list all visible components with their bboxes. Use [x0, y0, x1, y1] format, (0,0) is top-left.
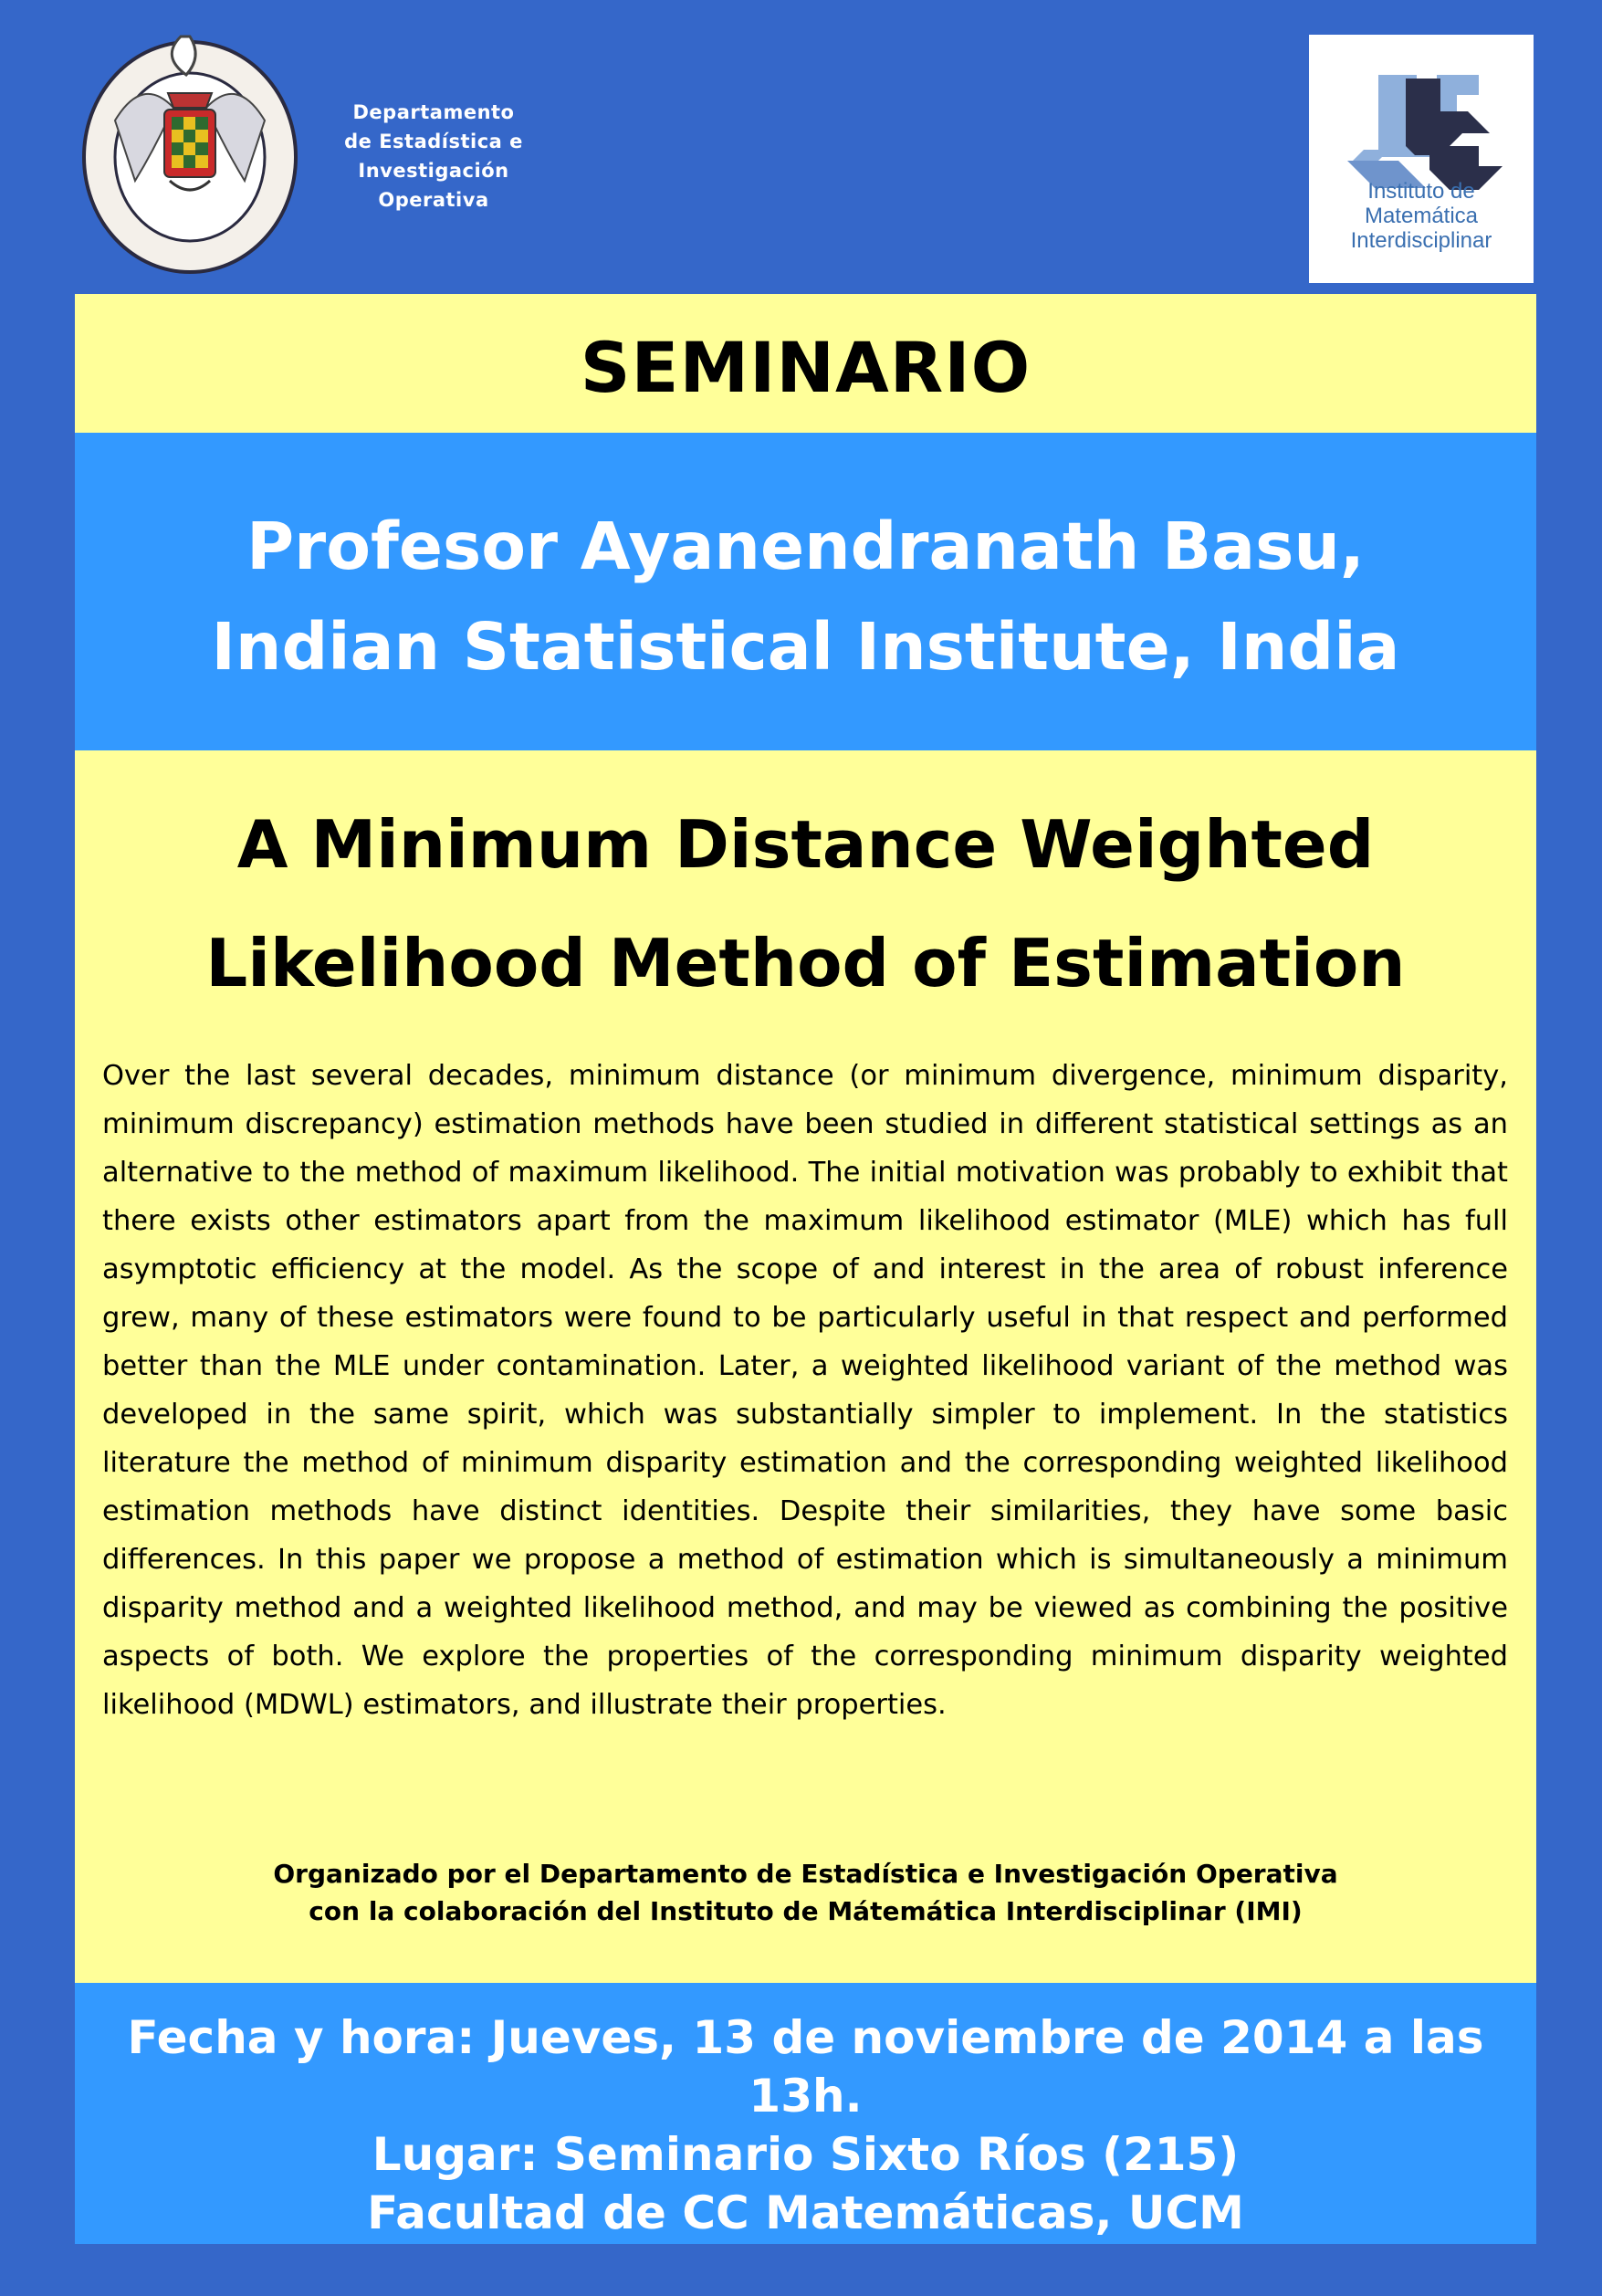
talk-abstract: Over the last several decades, minimum distance (or minimum divergence, minimum disparity, minimum discrepancy) estimation methods have been studied in different statistical settings as an alternative to the method of maximum likelihood. The initial motivation was probably to exhibit that there exists other estimators apart from the maximum likelihood estimator (MLE) which has full asymptotic efficiency at the model. As the scope of and interest in the area of robust inference grew, many of these estimators were found to be particularly useful in that respect and performed better than the MLE under contamination. Later, a weighted likelihood variant of the method was developed in the same spirit, which was substantially simpler to implement. In the statistics literature the method of minimum disparity estimation and the corresponding weighted likelihood estimation methods have distinct identities. Despite their similarities, they have some basic differences. In this paper we propose a method of estimation which is simultaneously a minimum disparity method and a weighted likelihood method, and may be viewed as combining the positive aspects of both. We explore the properties of the corresponding minimum disparity weighted likelihood (MDWL) estimators, and illustrate their properties.	[102, 1060, 1508, 1721]
speaker-band	[75, 433, 1536, 750]
department-line-3: Investigación	[358, 160, 509, 182]
imi-name	[1309, 179, 1534, 253]
talk-title	[75, 785, 1536, 1022]
imi-name-line-2: Matemática	[1364, 204, 1479, 228]
talk-title-line-2: Likelihood Method of Estimation	[205, 925, 1406, 1001]
event-details	[75, 2008, 1536, 2242]
department-line-2: de Estadística e	[344, 131, 523, 152]
organizer-line-2: con la colaboración del Instituto de Mátemática Interdisciplinar (IMI)	[309, 1896, 1303, 1926]
speaker-info	[75, 497, 1536, 697]
event-details-band	[75, 1983, 1536, 2244]
imi-name-line-1: Instituto de	[1367, 179, 1475, 204]
event-place: Lugar: Seminario Sixto Ríos (215)	[372, 2128, 1240, 2181]
ucm-seal-logo	[79, 20, 301, 287]
speaker-affiliation: Indian Statistical Institute, India	[211, 609, 1400, 685]
organizer-line-1: Organizado por el Departamento de Estadística e Investigación Operativa	[273, 1859, 1338, 1889]
talk-band	[75, 750, 1536, 1983]
talk-title-line-1: A Minimum Distance Weighted	[236, 806, 1375, 883]
seminar-banner	[75, 294, 1536, 433]
department-line-1: Departamento	[352, 101, 515, 123]
speaker-name: Profesor Ayanendranath Basu,	[246, 508, 1365, 584]
seminar-heading: SEMINARIO	[580, 327, 1031, 408]
imi-logo-box	[1309, 35, 1534, 283]
department-line-4: Operativa	[378, 189, 489, 211]
poster-header	[0, 0, 1602, 292]
department-name	[324, 98, 543, 215]
organizer-note	[75, 1855, 1536, 1930]
imi-logo-icon	[1342, 58, 1506, 195]
imi-name-line-3: Interdisciplinar	[1350, 228, 1492, 253]
event-date: Fecha y hora: Jueves, 13 de noviembre de 2014 a las 13h.	[127, 2011, 1484, 2123]
event-faculty: Facultad de CC Matemáticas, UCM	[367, 2186, 1244, 2239]
